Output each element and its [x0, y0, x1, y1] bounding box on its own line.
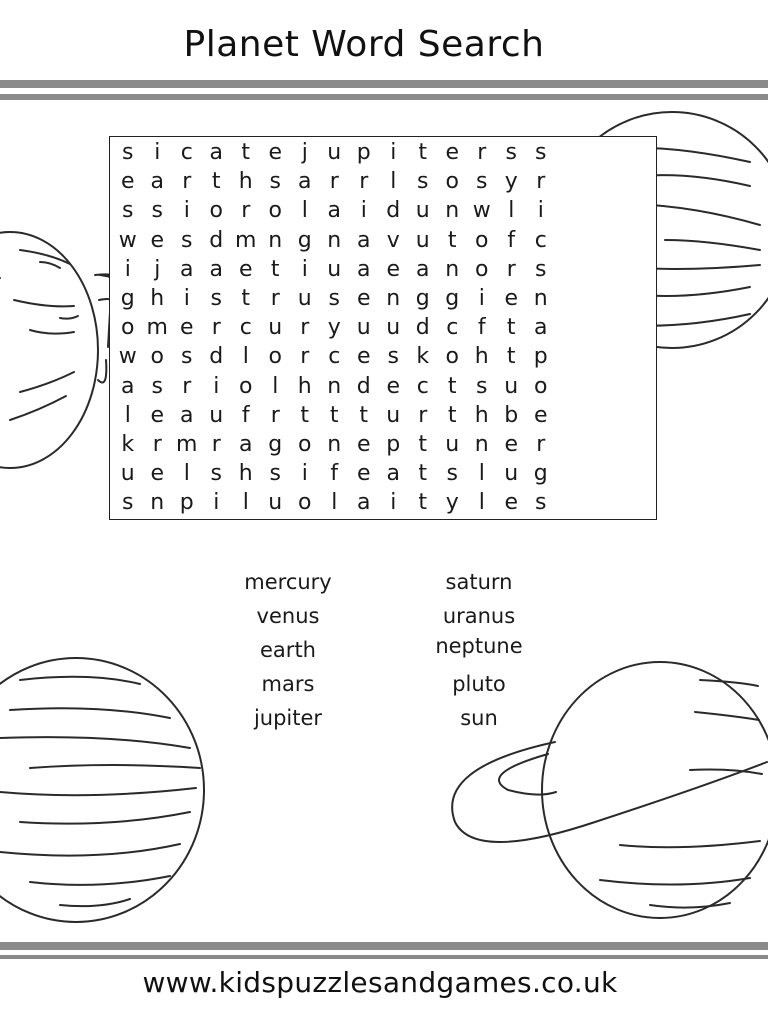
grid-cell: u [268, 315, 283, 341]
grid-cell: d [209, 344, 224, 370]
grid-cell: e [356, 286, 371, 312]
grid-cell: c [239, 315, 252, 341]
grid-cell: d [356, 373, 371, 399]
grid-cell: t [506, 344, 516, 370]
grid-cell: s [535, 256, 547, 282]
grid-cell: a [357, 227, 371, 253]
grid-cell: n [533, 286, 548, 312]
grid-cell: e [386, 256, 401, 282]
grid-cell: a [150, 169, 164, 195]
grid-cell: u [327, 140, 342, 166]
grid-cell: s [269, 169, 281, 195]
word-sun: sun [460, 706, 498, 730]
grid-cell: a [534, 315, 548, 341]
grid-row [113, 430, 556, 459]
grid-cell: e [150, 461, 165, 487]
grid-row [113, 167, 556, 196]
word-neptune: neptune [435, 634, 523, 658]
grid-cell: a [357, 256, 371, 282]
grid-row [113, 226, 556, 255]
grid-cell: m [235, 227, 257, 253]
grid-cell: o [445, 169, 459, 195]
grid-cell: i [213, 373, 220, 399]
grid-cell: l [478, 490, 485, 516]
letter-grid [113, 138, 556, 517]
grid-cell: i [301, 461, 308, 487]
grid-cell: g [120, 286, 135, 312]
grid-cell: c [328, 344, 341, 370]
grid-cell: o [121, 315, 135, 341]
grid-cell: e [150, 402, 165, 428]
grid-cell: o [445, 344, 459, 370]
grid-cell: a [180, 402, 194, 428]
grid-cell: h [474, 402, 489, 428]
grid-cell: t [241, 286, 251, 312]
grid-cell: n [327, 431, 342, 457]
grid-cell: r [182, 373, 192, 399]
bottom-right-ringed-planet [452, 662, 768, 918]
grid-cell: g [533, 461, 548, 487]
grid-cell: a [180, 256, 194, 282]
grid-cell: u [415, 227, 430, 253]
grid-cell: l [242, 490, 249, 516]
grid-cell: t [329, 402, 339, 428]
grid-cell: s [417, 169, 429, 195]
grid-cell: h [150, 286, 165, 312]
grid-cell: r [211, 431, 221, 457]
grid-cell: i [183, 286, 190, 312]
grid-cell: s [269, 461, 281, 487]
grid-cell: o [150, 344, 164, 370]
grid-cell: g [415, 286, 430, 312]
grid-cell: n [386, 286, 401, 312]
word-earth: earth [260, 638, 316, 662]
grid-cell: u [445, 431, 460, 457]
grid-cell: u [386, 402, 401, 428]
grid-cell: r [300, 344, 310, 370]
word-uranus: uranus [442, 604, 516, 628]
grid-cell: s [122, 140, 134, 166]
grid-cell: t [300, 402, 310, 428]
grid-cell: d [415, 315, 430, 341]
grid-cell: s [535, 490, 547, 516]
grid-cell: r [329, 169, 339, 195]
grid-cell: a [327, 198, 341, 224]
grid-cell: s [476, 169, 488, 195]
grid-cell: j [154, 256, 161, 282]
grid-cell: n [445, 256, 460, 282]
grid-cell: i [478, 286, 485, 312]
grid-row [113, 284, 556, 313]
grid-cell: p [533, 344, 548, 370]
grid-cell: u [415, 198, 430, 224]
grid-cell: s [181, 227, 193, 253]
grid-cell: i [301, 256, 308, 282]
grid-cell: c [534, 227, 547, 253]
grid-cell: o [534, 373, 548, 399]
grid-cell: r [359, 169, 369, 195]
grid-cell: n [268, 227, 283, 253]
grid-cell: c [446, 315, 459, 341]
grid-row [113, 138, 556, 167]
grid-cell: n [327, 373, 342, 399]
grid-cell: o [209, 198, 223, 224]
grid-row [113, 255, 556, 284]
grid-cell: u [504, 373, 519, 399]
grid-cell: e [386, 373, 401, 399]
grid-cell: t [447, 402, 457, 428]
grid-cell: l [390, 169, 397, 195]
bottom-band-upper [0, 942, 768, 950]
grid-row [113, 401, 556, 430]
grid-cell: f [241, 402, 250, 428]
grid-cell: t [241, 140, 251, 166]
grid-cell: s [446, 461, 458, 487]
grid-cell: o [268, 344, 282, 370]
grid-cell: i [213, 490, 220, 516]
grid-cell: l [272, 373, 279, 399]
grid-cell: y [445, 490, 459, 516]
word-pluto: pluto [452, 672, 506, 696]
grid-cell: u [209, 402, 224, 428]
grid-cell: a [357, 490, 371, 516]
grid-cell: s [535, 140, 547, 166]
word-mercury: mercury [244, 570, 332, 594]
grid-cell: i [390, 140, 397, 166]
grid-cell: r [300, 315, 310, 341]
grid-cell: a [209, 256, 223, 282]
grid-cell: r [241, 198, 251, 224]
grid-cell: u [327, 256, 342, 282]
grid-cell: w [118, 344, 137, 370]
grid-cell: s [210, 286, 222, 312]
grid-cell: d [209, 227, 224, 253]
grid-cell: m [176, 431, 198, 457]
word-saturn: saturn [445, 570, 513, 594]
grid-cell: l [478, 461, 485, 487]
grid-cell: u [268, 490, 283, 516]
grid-cell: a [386, 461, 400, 487]
grid-cell: t [211, 169, 221, 195]
word-jupiter: jupiter [253, 706, 323, 730]
grid-cell: o [239, 373, 253, 399]
grid-row [113, 342, 556, 371]
grid-cell: w [472, 198, 491, 224]
grid-cell: p [356, 140, 371, 166]
grid-cell: u [356, 315, 371, 341]
top-band-upper [0, 80, 768, 88]
grid-cell: u [386, 315, 401, 341]
grid-cell: i [360, 198, 367, 224]
grid-cell: u [120, 461, 135, 487]
grid-cell: k [121, 431, 135, 457]
grid-row [113, 459, 556, 488]
grid-cell: h [238, 461, 253, 487]
grid-cell: r [536, 431, 546, 457]
grid-cell: e [356, 344, 371, 370]
grid-cell: r [270, 402, 280, 428]
grid-row [113, 488, 556, 517]
grid-cell: s [505, 140, 517, 166]
bottom-band-lower [0, 955, 768, 959]
grid-cell: s [328, 286, 340, 312]
word-mars: mars [261, 672, 315, 696]
grid-cell: r [211, 315, 221, 341]
grid-cell: c [180, 140, 193, 166]
grid-cell: h [474, 344, 489, 370]
grid-cell: h [238, 169, 253, 195]
grid-cell: t [447, 373, 457, 399]
grid-cell: e [356, 461, 371, 487]
grid-cell: n [445, 198, 460, 224]
grid-cell: s [387, 344, 399, 370]
grid-cell: t [418, 490, 428, 516]
grid-cell: d [386, 198, 401, 224]
footer-url: www.kidspuzzlesandgames.co.uk [142, 966, 618, 999]
grid-cell: s [151, 373, 163, 399]
grid-cell: e [356, 431, 371, 457]
grid-cell: l [242, 344, 249, 370]
grid-cell: y [327, 315, 341, 341]
grid-cell: r [270, 286, 280, 312]
grid-cell: a [121, 373, 135, 399]
grid-cell: e [268, 140, 283, 166]
grid-cell: k [416, 344, 430, 370]
grid-cell: a [239, 431, 253, 457]
grid-cell: i [124, 256, 131, 282]
grid-cell: y [504, 169, 518, 195]
grid-cell: g [268, 431, 283, 457]
grid-cell: p [386, 431, 401, 457]
grid-cell: w [118, 227, 137, 253]
grid-cell: b [504, 402, 519, 428]
grid-cell: e [533, 402, 548, 428]
grid-cell: t [359, 402, 369, 428]
grid-cell: h [297, 373, 312, 399]
grid-cell: t [270, 256, 280, 282]
word-venus: venus [256, 604, 320, 628]
grid-cell: r [152, 431, 162, 457]
grid-cell: o [298, 431, 312, 457]
grid-cell: l [301, 198, 308, 224]
grid-cell: i [183, 198, 190, 224]
grid-cell: t [418, 461, 428, 487]
grid-cell: u [297, 286, 312, 312]
grid-cell: e [238, 256, 253, 282]
grid-cell: e [179, 315, 194, 341]
grid-cell: s [476, 373, 488, 399]
grid-cell: e [504, 490, 519, 516]
grid-cell: s [151, 198, 163, 224]
grid-cell: r [506, 256, 516, 282]
grid-cell: l [124, 402, 131, 428]
grid-cell: s [122, 490, 134, 516]
grid-cell: e [120, 169, 135, 195]
grid-cell: t [418, 431, 428, 457]
left-ringed-planet [0, 232, 112, 468]
grid-cell: f [507, 227, 516, 253]
grid-cell: e [445, 140, 460, 166]
bottom-left-planet [0, 658, 204, 922]
grid-cell: s [122, 198, 134, 224]
grid-cell: e [504, 431, 519, 457]
grid-cell: a [416, 256, 430, 282]
grid-cell: p [179, 490, 194, 516]
grid-cell: o [298, 490, 312, 516]
grid-cell: a [209, 140, 223, 166]
grid-cell: i [390, 490, 397, 516]
grid-cell: o [475, 256, 489, 282]
grid-cell: s [210, 461, 222, 487]
grid-cell: r [477, 140, 487, 166]
grid-cell: o [475, 227, 489, 253]
grid-cell: t [506, 315, 516, 341]
grid-cell: n [474, 431, 489, 457]
grid-cell: e [150, 227, 165, 253]
top-band-lower [0, 94, 768, 100]
grid-cell: l [331, 490, 338, 516]
page-title: Planet Word Search [183, 24, 545, 65]
grid-cell: g [445, 286, 460, 312]
grid-cell: m [146, 315, 168, 341]
grid-cell: i [537, 198, 544, 224]
grid-cell: a [298, 169, 312, 195]
grid-cell: l [508, 198, 515, 224]
grid-cell: r [418, 402, 428, 428]
grid-cell: v [386, 227, 400, 253]
grid-row [113, 196, 556, 225]
grid-cell: l [183, 461, 190, 487]
grid-cell: g [297, 227, 312, 253]
grid-cell: s [181, 344, 193, 370]
grid-row [113, 313, 556, 342]
grid-cell: e [504, 286, 519, 312]
grid-cell: c [416, 373, 429, 399]
grid-cell: r [536, 169, 546, 195]
grid-cell: t [418, 140, 428, 166]
grid-cell: j [301, 140, 308, 166]
grid-cell: f [330, 461, 339, 487]
grid-row [113, 372, 556, 401]
grid-cell: f [477, 315, 486, 341]
grid-cell: n [327, 227, 342, 253]
grid-cell: r [182, 169, 192, 195]
word-search-grid [109, 136, 657, 520]
grid-cell: o [268, 198, 282, 224]
grid-cell: n [150, 490, 165, 516]
grid-cell: u [504, 461, 519, 487]
grid-cell: i [154, 140, 161, 166]
grid-cell: t [447, 227, 457, 253]
